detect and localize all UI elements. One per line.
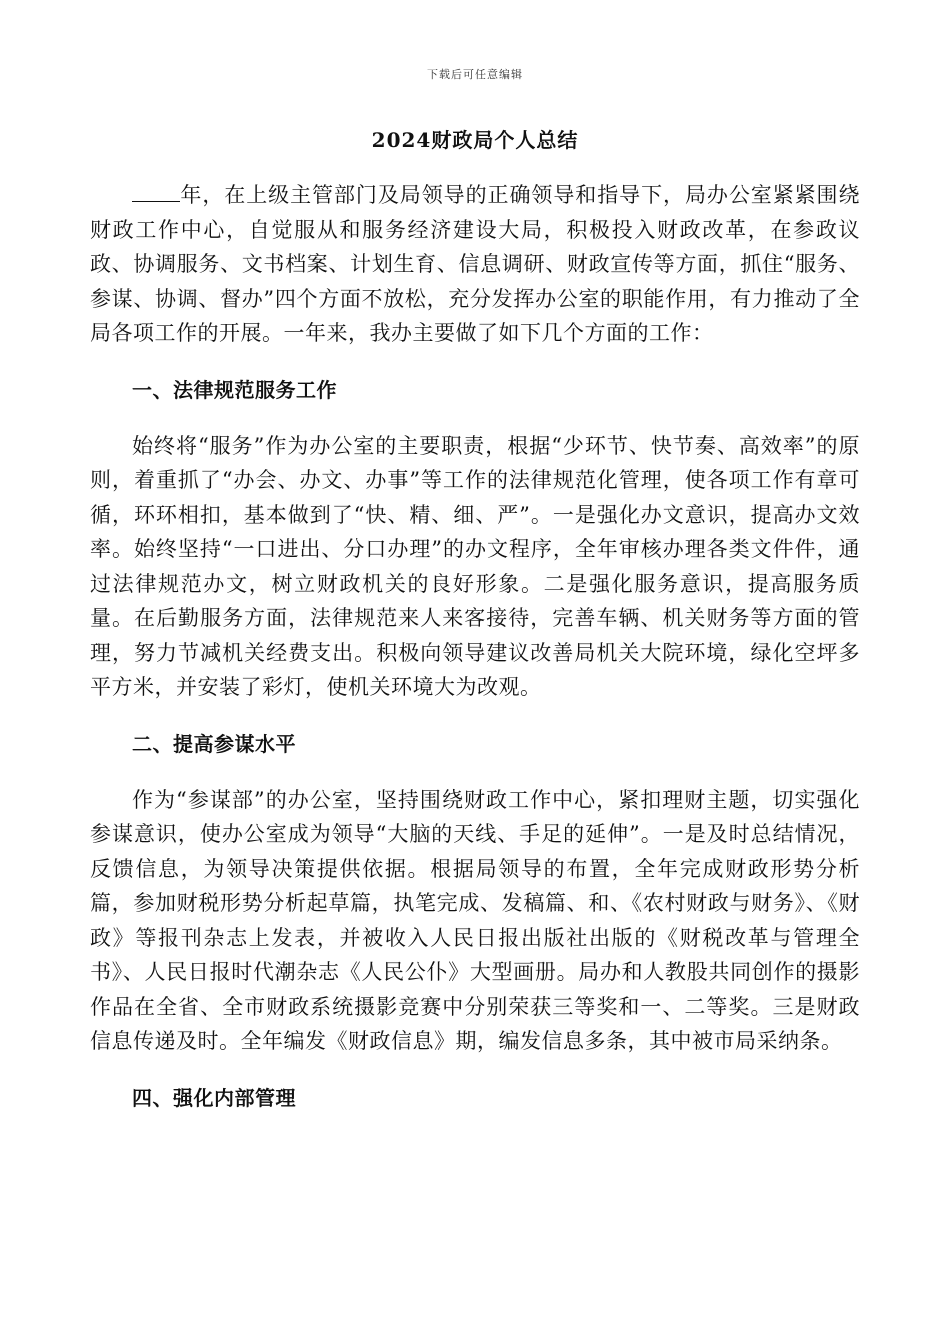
section-paragraph-1: 始终将“服务”作为办公室的主要职责，根据“少环节、快节奏、高效率”的原则，着重抓了“办会、办文、办事”等工作的法律规范化管理，使各项工作有章可循，环环相扣，基本做到了“快、精、细、严”。一是强化办文意识，提高办文效率。始终坚持“一口进出、分口办理”的办文程序，全年审核办理各类文件件，通过法律规范办文，树立财政机关的良好形象。二是强化服务意识，提高服务质量。在后勤服务方面，法律规范来人来客接待，完善车辆、机关财务等方面的管理，努力节减机关经费支出。积极向领导建议改善局机关大院环境，绿化空坪多平方米，并安装了彩灯，使机关环境大为改观。 [90, 433, 860, 699]
section-paragraph-2: 作为“参谋部”的办公室，坚持围绕财政工作中心，紧扣理财主题，切实强化参谋意识，使办公室成为领导“大脑的天线、手足的延伸”。一是及时总结情况，反馈信息，为领导决策提供依据。根据局领导的布置，全年完成财政形势分析篇，参加财税形势分析起草篇，执笔完成、发稿篇、和、《农村财政与财务》、《财政》等报刊杂志上发表，并被收入人民日报出版社出版的《财税改革与管理全书》、人民日报时代潮杂志《人民公仆》大型画册。局办和人教股共同创作的摄影作品在全省、全市财政系统摄影竞赛中分别荣获三等奖和一、二等奖。三是财政信息传递及时。全年编发《财政信息》期，编发信息多条，其中被市局采纳条。 [90, 787, 860, 1053]
document-title: 2024财政局个人总结 [371, 128, 579, 152]
section-heading-2: 二、提高参谋水平 [132, 731, 296, 756]
section-heading-1: 一、法律规范服务工作 [132, 377, 337, 402]
intro-paragraph [90, 178, 860, 351]
header-note: 下载后可任意编辑 [427, 68, 523, 81]
fill-in-blank [132, 183, 180, 202]
section-heading-4: 四、强化内部管理 [132, 1085, 296, 1110]
document-body [90, 178, 860, 1137]
intro-text: 年，在上级主管部门及局领导的正确领导和指导下，局办公室紧紧围绕财政工作中心，自觉服从和服务经济建设大局，积极投入财政改革，在参政议政、协调服务、文书档案、计划生育、信息调研、财政宣传等方面，抓住“服务、参谋、协调、督办”四个方面不放松，充分发挥办公室的职能作用，有力推动了全局各项工作的开展。一年来，我办主要做了如下几个方面的工作： [90, 183, 860, 345]
